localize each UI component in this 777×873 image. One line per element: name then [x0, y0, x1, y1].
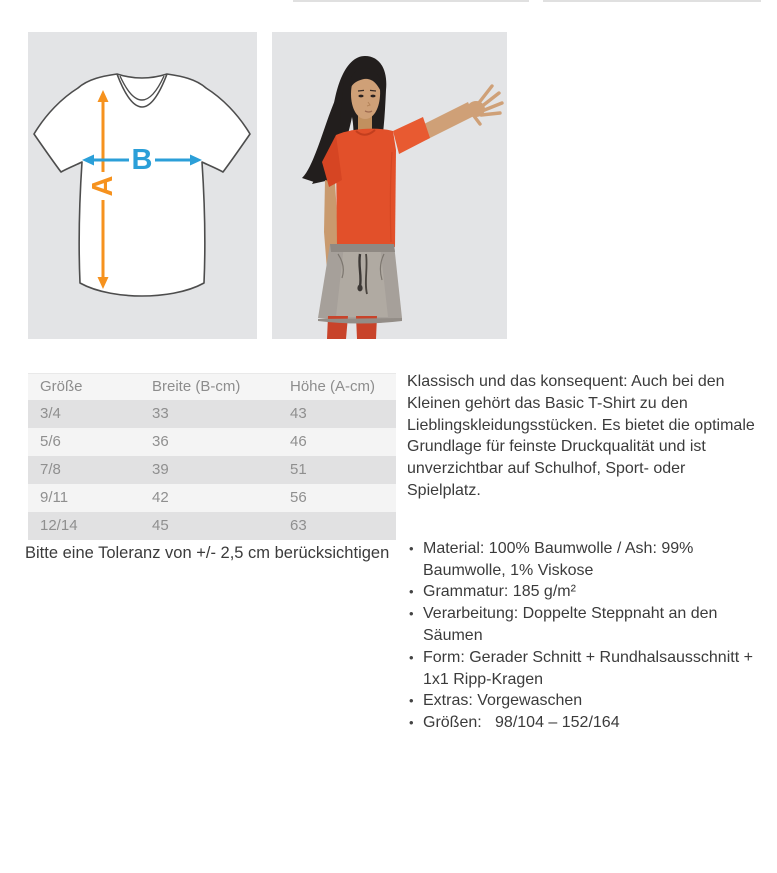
size-table-cell: 42: [140, 484, 278, 512]
description-intro: Klassisch und das konsequent: Auch bei den Kleinen gehört das Basic T-Shirt zu den Lieblingskleidungsstücken. Es bietet die optimale Grundlage für feinste Druckqualität und ist unverzichtbar auf Schulhof, Sport- oder Spielplatz.: [407, 373, 755, 499]
bullet-text: Material: 100% Baumwolle / Ash: 99% Baumwolle, 1% Viskose: [423, 539, 698, 579]
bullet-icon: •: [409, 606, 414, 622]
size-table-header-row: [28, 374, 396, 400]
size-table-row: [28, 484, 396, 512]
size-table-cell: 63: [278, 512, 396, 540]
bullet-icon: •: [409, 715, 414, 731]
model-photo: [272, 32, 507, 339]
product-description: [407, 371, 758, 734]
size-table-column-header: Größe: [28, 374, 140, 400]
size-table-cell: 45: [140, 512, 278, 540]
size-table-cell: 33: [140, 400, 278, 428]
label-a: A: [87, 175, 119, 197]
product-attribute-item: [407, 581, 755, 603]
size-table-cell: 51: [278, 456, 396, 484]
size-table-cell: 56: [278, 484, 396, 512]
size-diagram-panel: [28, 32, 257, 339]
size-table-column-header: Breite (B-cm): [140, 374, 278, 400]
size-table-cell: 3/4: [28, 400, 140, 428]
size-table-cell: 39: [140, 456, 278, 484]
bullet-text: Verarbeitung: Doppelte Steppnaht an den Säumen: [423, 605, 722, 644]
top-divider-line: [543, 0, 761, 2]
size-table-cell: 7/8: [28, 456, 140, 484]
tshirt-measurement-diagram-icon: [28, 32, 257, 339]
product-attribute-item: [407, 538, 755, 582]
size-table-cell: 12/14: [28, 512, 140, 540]
product-attribute-item: [407, 690, 755, 712]
size-table-row: [28, 512, 396, 540]
product-attribute-item: [407, 647, 758, 691]
size-table-cell: 5/6: [28, 428, 140, 456]
size-table-row: [28, 400, 396, 428]
bullet-text: Form: Gerader Schnitt + Rundhalsausschnitt + 1x1 Ripp-Kragen: [423, 648, 758, 688]
bullet-icon: •: [409, 540, 414, 556]
size-table-cell: 9/11: [28, 484, 140, 512]
size-table-row: [28, 428, 396, 456]
size-table-row: [28, 456, 396, 484]
bullet-text: Extras: Vorgewaschen: [423, 692, 583, 710]
bullet-icon: •: [409, 584, 414, 600]
product-attributes-list: [407, 538, 758, 734]
size-table-column-header: Höhe (A-cm): [278, 374, 396, 400]
label-b: B: [131, 144, 153, 176]
bullet-icon: •: [409, 693, 414, 709]
child-model-illustration: [272, 32, 507, 339]
size-table-cell: 43: [278, 400, 396, 428]
size-table: [28, 373, 396, 540]
product-attribute-item: [407, 603, 755, 647]
bullet-text: Größen: 98/104 – 152/164: [423, 714, 620, 732]
product-attribute-item: [407, 712, 755, 734]
bullet-text: Grammatur: 185 g/m²: [423, 583, 576, 601]
size-table-cell: 46: [278, 428, 396, 456]
tolerance-note: Bitte eine Toleranz von +/- 2,5 cm berücksichtigen: [25, 544, 390, 562]
size-table-cell: 36: [140, 428, 278, 456]
top-divider-line: [293, 0, 529, 2]
bullet-icon: •: [409, 649, 414, 665]
